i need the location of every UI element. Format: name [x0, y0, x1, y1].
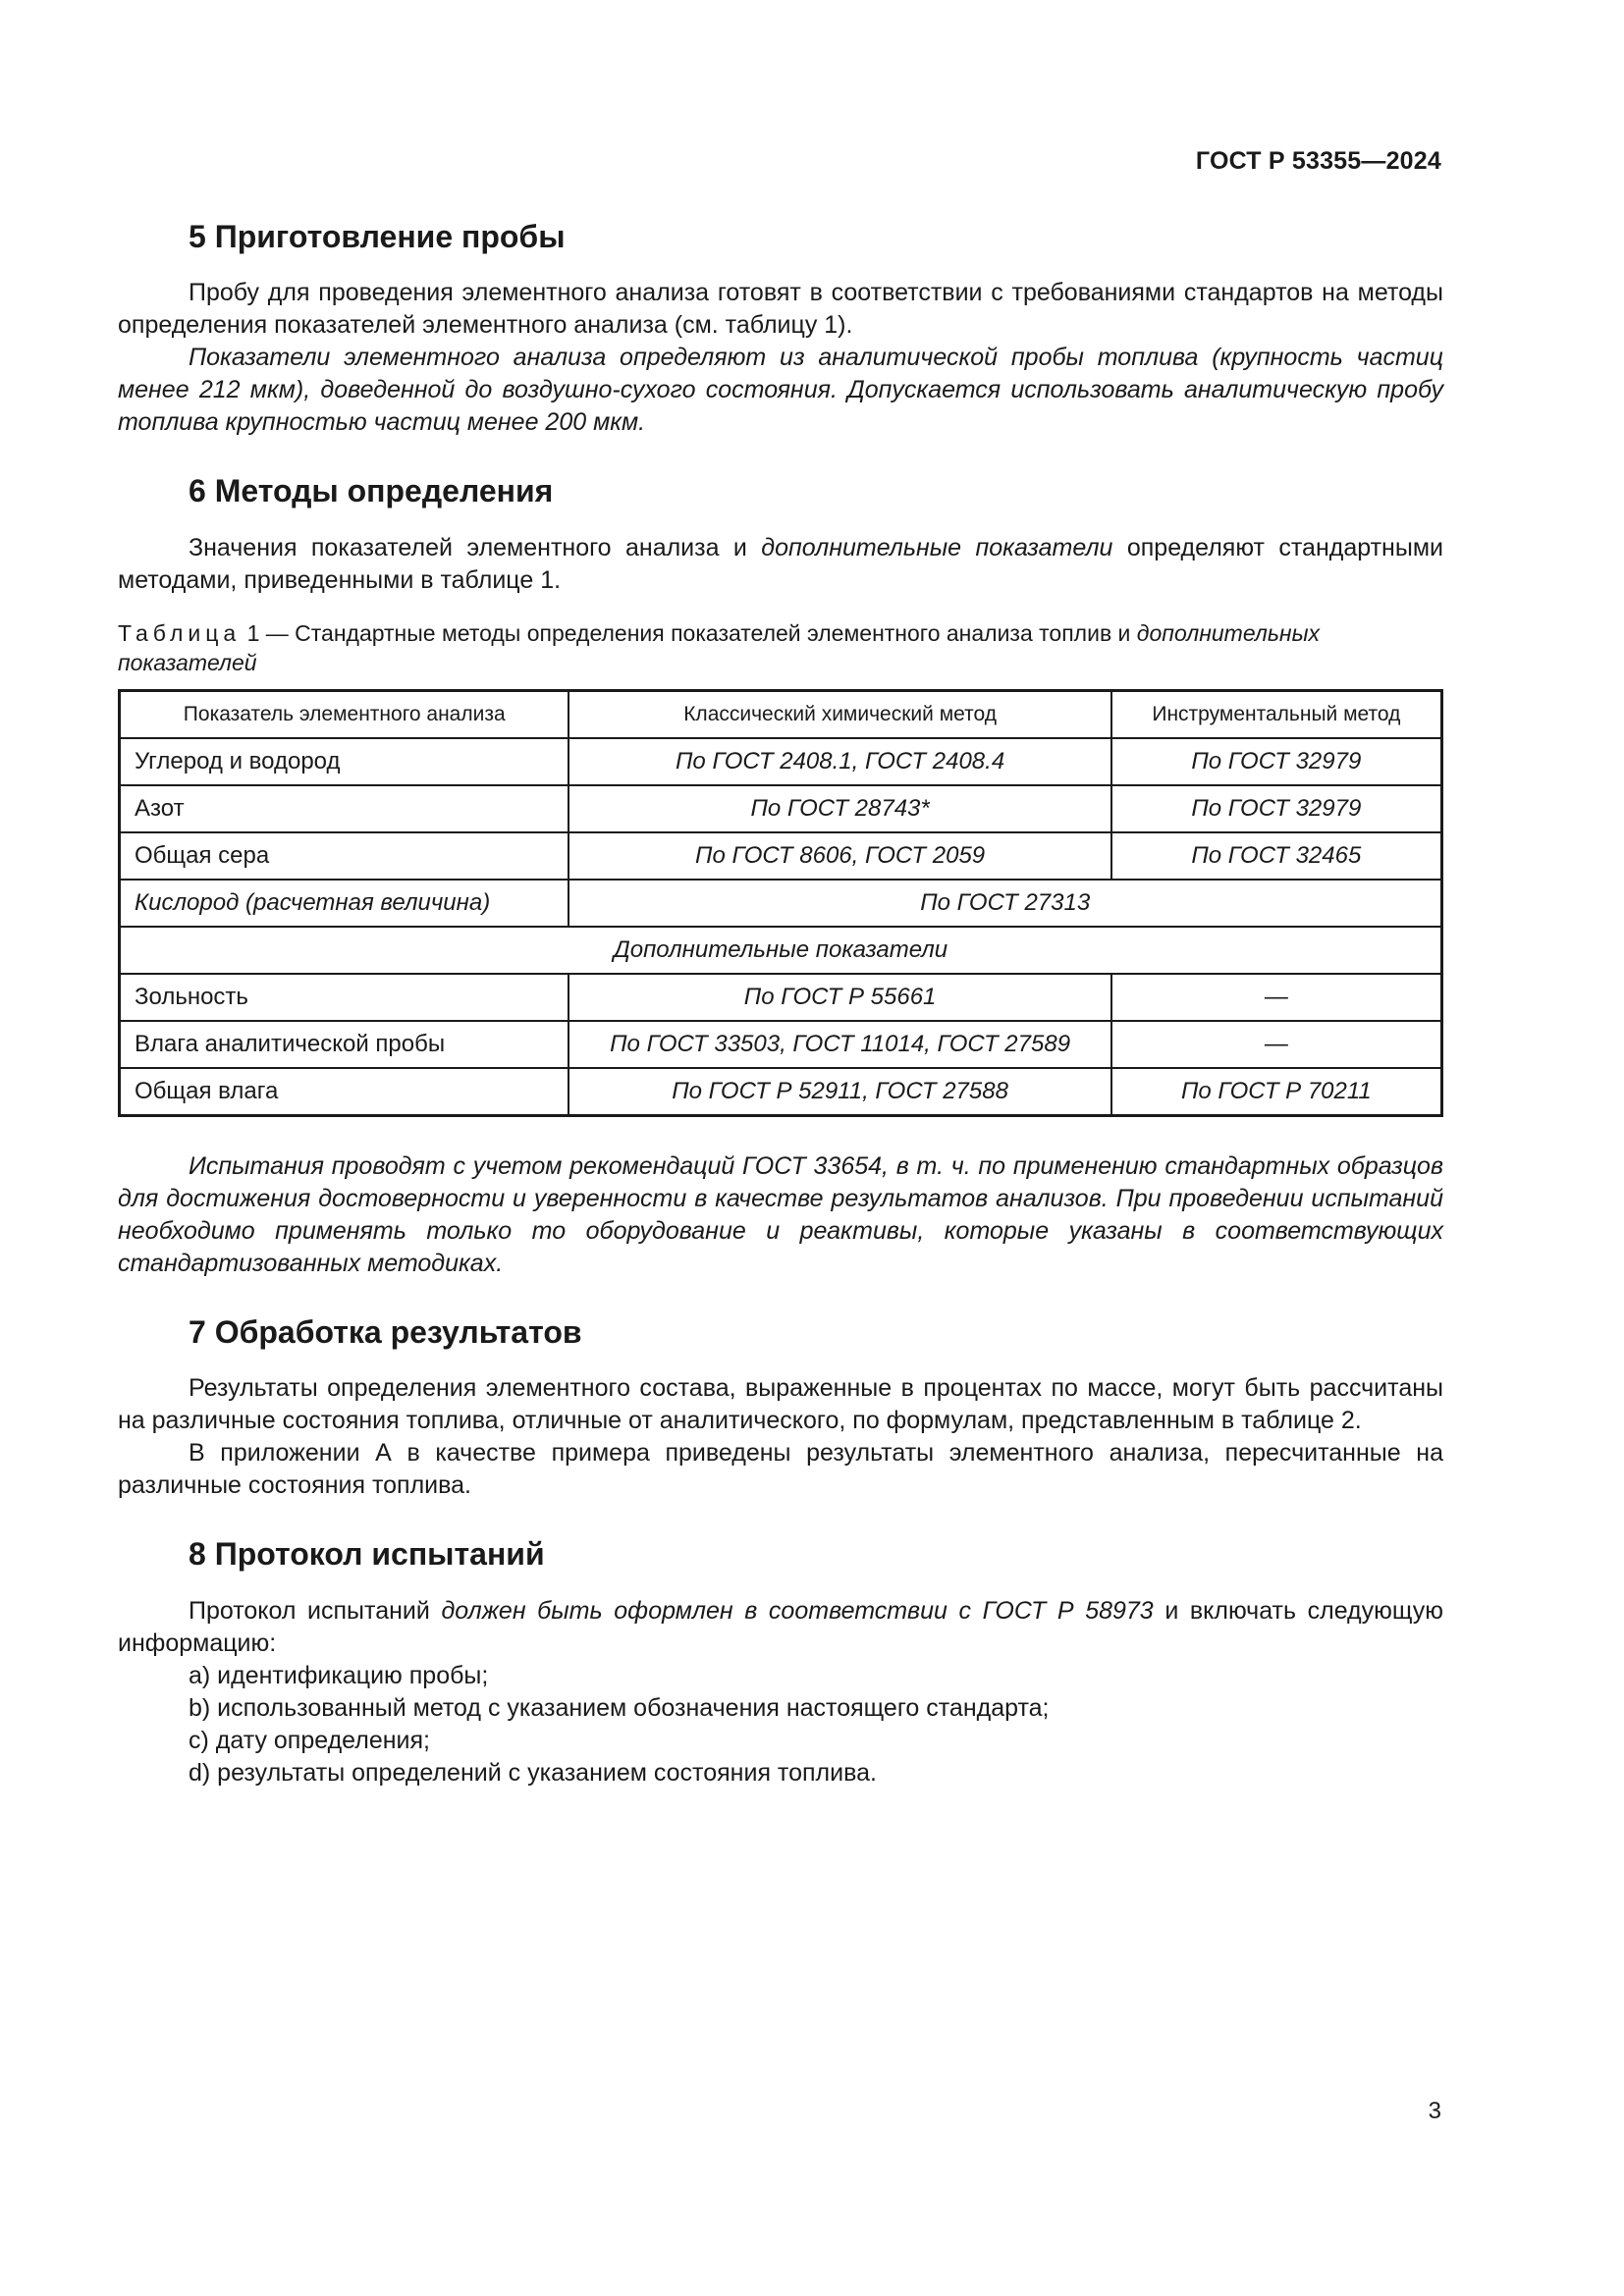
page-content [118, 218, 1443, 1823]
table-cell-name: Азот [120, 785, 569, 832]
table-header-cell: Показатель элементного анализа [120, 690, 569, 738]
table-cell-name: Кислород (расчетная величина) [120, 880, 569, 927]
section-8 [118, 1535, 1443, 1789]
table-row [120, 738, 1442, 785]
table-cell-name: Общая влага [120, 1068, 569, 1116]
table-cell-instr: — [1111, 1021, 1442, 1068]
section-6-para-1-a: Значения показателей элементного анализа и [189, 533, 762, 561]
section-8-title: 8 Протокол испытаний [189, 1536, 545, 1573]
section-7 [118, 1313, 1443, 1502]
table-cell-instr: По ГОСТ 32465 [1111, 832, 1442, 880]
table-cell-instr: По ГОСТ 32979 [1111, 738, 1442, 785]
table-row [120, 1021, 1442, 1068]
section-8-para-1-b: должен быть оформлен в соответствии с ГОСТ Р 58973 [441, 1596, 1154, 1625]
document-code: ГОСТ Р 53355—2024 [1195, 147, 1441, 175]
table-cell-name: Влага аналитической пробы [120, 1021, 569, 1068]
section-6-para-1-c: определяют стандартными методами, приведенными в таблице 1. [118, 533, 1443, 594]
table-cell-instr: — [1111, 974, 1442, 1021]
table-cell-name: Общая сера [120, 832, 569, 880]
section-8-para-1-a: Протокол испытаний [189, 1596, 442, 1625]
table-cell-classic: По ГОСТ 28743* [568, 785, 1110, 832]
table-row [120, 832, 1442, 880]
section-6-note: Испытания проводят с учетом рекомендаций ГОСТ 33654, в т. ч. по применению стандартных образцов для достижения достоверности и уверенности в качестве результатов анализов. При проведении испытаний необходимо применять только то оборудование и реактивы, которые указаны в соответствующих стандартизованных методиках. [118, 1151, 1443, 1277]
table-subheader-cell: Дополнительные показатели [120, 927, 1442, 974]
section-6-para-1-b: дополнительные показатели [761, 533, 1113, 561]
table-cell-instr: По ГОСТ 32979 [1111, 785, 1442, 832]
table-cell-classic: По ГОСТ 8606, ГОСТ 2059 [568, 832, 1110, 880]
list-item: d) результаты определений с указанием состояния топлива. [189, 1758, 877, 1787]
table-cell-classic: По ГОСТ 33503, ГОСТ 11014, ГОСТ 27589 [568, 1021, 1110, 1068]
table-cell-name: Зольность [120, 974, 569, 1021]
table-row [120, 1068, 1442, 1116]
table-header-cell: Инструментальный метод [1111, 690, 1442, 738]
table-caption [118, 618, 1443, 677]
table-cell-name: Углерод и водород [120, 738, 569, 785]
table-header-row [120, 690, 1442, 738]
section-7-para-1: Результаты определения элементного состава, выраженные в процентах по массе, могут быть рассчитаны на различные состояния топлива, отличные от аналитического, по формулам, представленным в таблице 2. [118, 1374, 1443, 1435]
table-cell-classic: По ГОСТ Р 55661 [568, 974, 1110, 1021]
list-item: c) дату определения; [189, 1726, 430, 1754]
protocol-list [118, 1660, 1443, 1789]
table-cell-instr: По ГОСТ Р 70211 [1111, 1068, 1442, 1116]
section-5-para-1: Пробу для проведения элементного анализа готовят в соответствии с требованиями стандартов на методы определения показателей элементного анализа (см. таблицу 1). [118, 279, 1443, 340]
table-row [120, 880, 1442, 927]
section-5 [118, 218, 1443, 439]
table-caption-label: Таблица [118, 619, 242, 646]
section-6 [118, 472, 1443, 1279]
section-5-para-2: Показатели элементного анализа определяют из аналитической пробы топлива (крупность частиц менее 212 мкм), доведенной до воздушно-сухого состояния. Допускается использовать аналитическую пробу топлива крупностью частиц менее 200 мкм. [118, 344, 1443, 437]
table-cell-method: По ГОСТ 27313 [568, 880, 1441, 927]
table-caption-italic: дополнительных показателей [118, 619, 1320, 675]
section-7-title: 7 Обработка результатов [189, 1313, 582, 1350]
section-7-para-2: В приложении А в качестве примера приведены результаты элементного анализа, пересчитанные на различные состояния топлива. [118, 1439, 1443, 1500]
table-cell-classic: По ГОСТ 2408.1, ГОСТ 2408.4 [568, 738, 1110, 785]
table-caption-text: 1 — Стандартные методы определения показателей элементного анализа топлив и [241, 619, 1137, 646]
section-5-title: 5 Приготовление пробы [189, 219, 566, 254]
section-6-title: 6 Методы определения [189, 473, 554, 509]
list-item: a) идентификацию пробы; [189, 1661, 489, 1689]
list-item: b) использованный метод с указанием обозначения настоящего стандарта; [189, 1693, 1050, 1722]
table-row [120, 785, 1442, 832]
table-header-cell: Классический химический метод [568, 690, 1110, 738]
table-subheader-row [120, 927, 1442, 974]
section-8-para-1 [118, 1595, 1443, 1660]
table-row [120, 974, 1442, 1021]
page-number: 3 [1428, 2098, 1441, 2124]
section-6-para-1 [118, 532, 1443, 597]
methods-table [118, 689, 1443, 1117]
section-8-para-1-c: и включать следующую информацию: [118, 1596, 1443, 1657]
table-cell-classic: По ГОСТ Р 52911, ГОСТ 27588 [568, 1068, 1110, 1116]
